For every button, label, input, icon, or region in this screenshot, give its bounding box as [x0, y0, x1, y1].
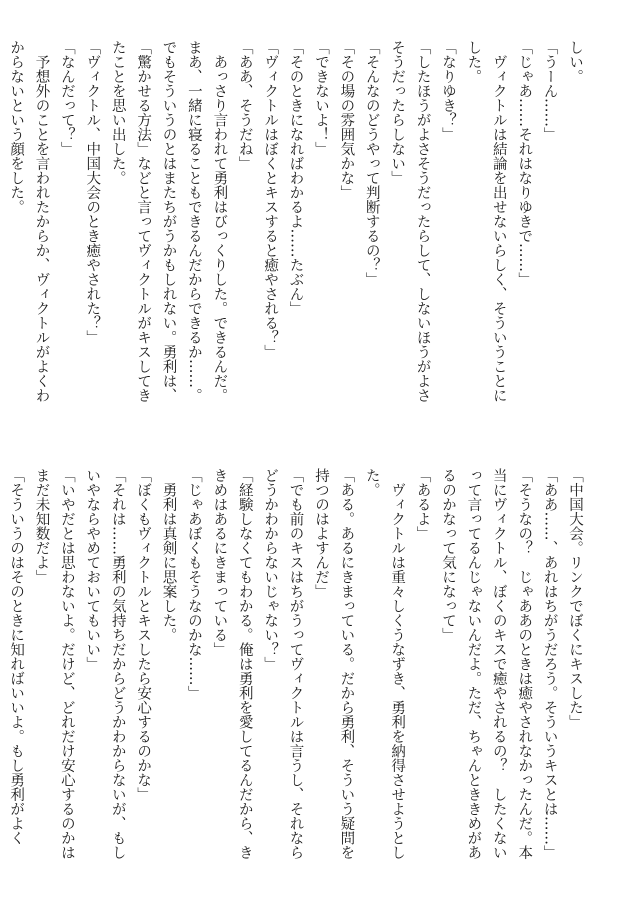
lower-paragraph: 「それは……勇利の気持ちだからどうかわからないが、もしいやならやめておいてもいい」 — [84, 468, 126, 860]
upper-paragraph: 「そのときになればわかるよ……たぶん」 — [287, 40, 304, 316]
upper-paragraph: 「なんだって？」 — [58, 40, 75, 156]
lower-paragraph: 「ぼくもヴィクトルとキスしたら安心するのかな」 — [135, 468, 152, 802]
upper-paragraph: あっさり言われて勇利はびっくりした。できるんだ。まあ、一緒に寝ることもできるんだからできるか……。でもそういうのとはまたちがうかもしれない。勇利は、「驚かせる方法」などと言ってヴィクトルがキスしてきたことを思い出した。 — [109, 40, 228, 403]
lower-paragraph: 「でも前のキスはちがうってヴィクトルは言うし、それならどうかわからないじゃない？」 — [262, 468, 304, 860]
lower-paragraph: 「ある。あるにきまっている。だから勇利、そういう疑問を持つのはよすんだ」 — [312, 468, 355, 860]
lower-paragraph: 「中国大会。リンクでぼくにキスした」 — [567, 468, 583, 729]
upper-paragraph: 「なりゆき？」 — [439, 40, 456, 142]
lower-paragraph: 「ああ……、あれはちがうだろう。そういうキスとは……」 — [541, 468, 558, 860]
upper-paragraph: 「うーん……」 — [541, 40, 558, 142]
upper-paragraph: 「ああ、そうだね」 — [236, 40, 253, 171]
upper-paragraph: 「したほうがよさそうだったらして、しないほうがよさそうだったらしない」 — [389, 40, 431, 403]
upper-paragraph: 「ヴィクトル、中国大会のとき癒やされた？」 — [84, 40, 101, 345]
upper-paragraph: しい。 — [567, 40, 583, 84]
lower-paragraph: 「いやだとは思わないよ。だけど、どれだけ安心するのかはまだ未知数だよ」 — [33, 468, 75, 860]
lower-paragraph: 「そうなの？ じゃああのときは癒やされなかったんだ。本当にヴィクトル、ぼくのキスで癒やされるの？ したくないって言ってるんじゃないんだよ。ただ、ちゃんとききめがあるのかなって気になって」 — [439, 468, 533, 860]
upper-text-block — [8, 40, 587, 410]
upper-paragraph: 予想外のことを言われたからか、ヴィクトルがよくわからないという顔をした。 — [8, 40, 50, 403]
lower-paragraph: 「そういうのはそのときに知ればいいよ。もし勇利がよく — [8, 468, 25, 845]
lower-paragraph: 勇利は真剣に思案した。 — [160, 468, 177, 642]
upper-paragraph: 「そんなのどうやって判断するの？」 — [363, 40, 380, 287]
lower-paragraph: ヴィクトルは重々しくうなずき、勇利を納得させようとした。 — [363, 468, 406, 860]
upper-paragraph: 「ヴィクトルはぼくとキスすると癒やされる？」 — [262, 40, 279, 359]
upper-paragraph: ヴィクトルは結論を出せないらしく、そういうことにした。 — [465, 40, 507, 403]
lower-paragraph: 「経験しなくてもわかる。俺は勇利を愛してるんだから、ききめはあるにきまっている」 — [211, 468, 253, 860]
upper-paragraph: 「その場の雰囲気かな」 — [338, 40, 355, 200]
lower-text-block — [8, 468, 587, 863]
lower-paragraph: 「あるよ」 — [414, 468, 431, 541]
lower-paragraph: 「じゃあぼくもそうなのかな……」 — [185, 468, 202, 700]
upper-paragraph: 「じゃあ……それはなりゆきで……」 — [516, 40, 533, 287]
upper-paragraph: 「できないよ！」 — [312, 40, 329, 156]
